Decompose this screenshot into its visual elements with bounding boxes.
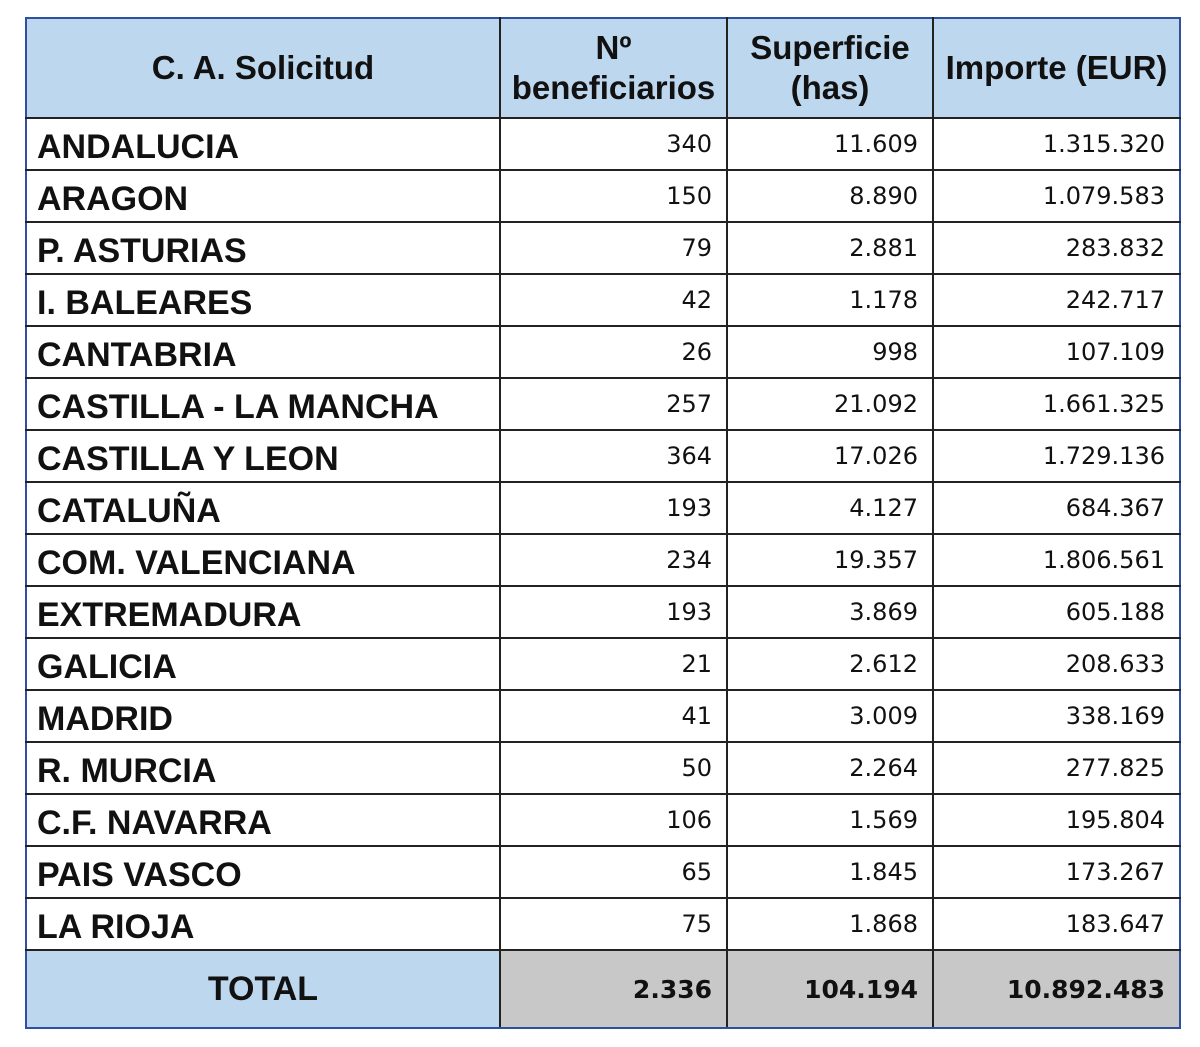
beneficiaries-cell: 106 [500,794,727,846]
area-cell: 1.178 [727,274,933,326]
header-area-line2: (has) [790,69,870,106]
area-cell: 2.881 [727,222,933,274]
area-cell: 4.127 [727,482,933,534]
header-beneficiaries-line2: beneficiarios [511,69,716,106]
area-cell: 3.869 [727,586,933,638]
table-row [26,274,1180,326]
area-cell: 1.868 [727,898,933,950]
amount-cell: 684.367 [933,482,1180,534]
total-area: 104.194 [727,950,933,1028]
beneficiaries-cell: 42 [500,274,727,326]
amount-cell: 195.804 [933,794,1180,846]
table-row [26,534,1180,586]
area-cell: 2.264 [727,742,933,794]
beneficiaries-cell: 75 [500,898,727,950]
region-cell: PAIS VASCO [26,846,500,898]
header-beneficiaries-line1: Nº [595,29,632,66]
beneficiaries-cell: 234 [500,534,727,586]
header-beneficiaries [500,18,727,118]
region-cell: EXTREMADURA [26,586,500,638]
region-cell: GALICIA [26,638,500,690]
area-cell: 19.357 [727,534,933,586]
table-row [26,638,1180,690]
region-cell: CATALUÑA [26,482,500,534]
beneficiaries-cell: 65 [500,846,727,898]
beneficiaries-cell: 21 [500,638,727,690]
data-table-container [25,17,1181,1029]
area-cell: 1.845 [727,846,933,898]
table-row [26,690,1180,742]
total-row [26,950,1180,1028]
total-amount: 10.892.483 [933,950,1180,1028]
table-row [26,742,1180,794]
region-cell: CASTILLA Y LEON [26,430,500,482]
table-row [26,222,1180,274]
table-row [26,794,1180,846]
header-area [727,18,933,118]
amount-cell: 277.825 [933,742,1180,794]
amount-cell: 1.806.561 [933,534,1180,586]
beneficiaries-cell: 364 [500,430,727,482]
beneficiaries-cell: 41 [500,690,727,742]
amount-cell: 1.729.136 [933,430,1180,482]
amount-cell: 242.717 [933,274,1180,326]
amount-cell: 283.832 [933,222,1180,274]
area-cell: 998 [727,326,933,378]
amount-cell: 1.315.320 [933,118,1180,170]
beneficiaries-cell: 193 [500,586,727,638]
header-region [26,18,500,118]
header-region-label: C. A. Solicitud [151,49,375,86]
amount-cell: 173.267 [933,846,1180,898]
region-cell: MADRID [26,690,500,742]
area-cell: 11.609 [727,118,933,170]
header-row [26,18,1180,118]
table-row [26,170,1180,222]
total-beneficiaries: 2.336 [500,950,727,1028]
beneficiaries-cell: 193 [500,482,727,534]
beneficiaries-cell: 79 [500,222,727,274]
region-cell: C.F. NAVARRA [26,794,500,846]
region-cell: ARAGON [26,170,500,222]
table-row [26,482,1180,534]
table-row [26,118,1180,170]
amount-cell: 183.647 [933,898,1180,950]
area-cell: 1.569 [727,794,933,846]
amount-cell: 1.079.583 [933,170,1180,222]
amount-cell: 1.661.325 [933,378,1180,430]
area-cell: 21.092 [727,378,933,430]
amount-cell: 107.109 [933,326,1180,378]
table-row [26,326,1180,378]
beneficiaries-cell: 50 [500,742,727,794]
amount-cell: 338.169 [933,690,1180,742]
table-row [26,586,1180,638]
table-row [26,846,1180,898]
table-row [26,378,1180,430]
beneficiaries-cell: 257 [500,378,727,430]
region-cell: COM. VALENCIANA [26,534,500,586]
data-table [25,17,1181,1029]
region-cell: I. BALEARES [26,274,500,326]
area-cell: 8.890 [727,170,933,222]
header-amount [933,18,1180,118]
total-label: TOTAL [26,950,500,1028]
region-cell: ANDALUCIA [26,118,500,170]
region-cell: R. MURCIA [26,742,500,794]
region-cell: CANTABRIA [26,326,500,378]
beneficiaries-cell: 340 [500,118,727,170]
table-row [26,430,1180,482]
region-cell: LA RIOJA [26,898,500,950]
amount-cell: 605.188 [933,586,1180,638]
area-cell: 3.009 [727,690,933,742]
region-cell: CASTILLA - LA MANCHA [26,378,500,430]
area-cell: 2.612 [727,638,933,690]
region-cell: P. ASTURIAS [26,222,500,274]
area-cell: 17.026 [727,430,933,482]
table-row [26,898,1180,950]
beneficiaries-cell: 150 [500,170,727,222]
amount-cell: 208.633 [933,638,1180,690]
header-area-line1: Superficie [750,29,910,66]
beneficiaries-cell: 26 [500,326,727,378]
header-amount-label: Importe (EUR) [945,49,1168,86]
